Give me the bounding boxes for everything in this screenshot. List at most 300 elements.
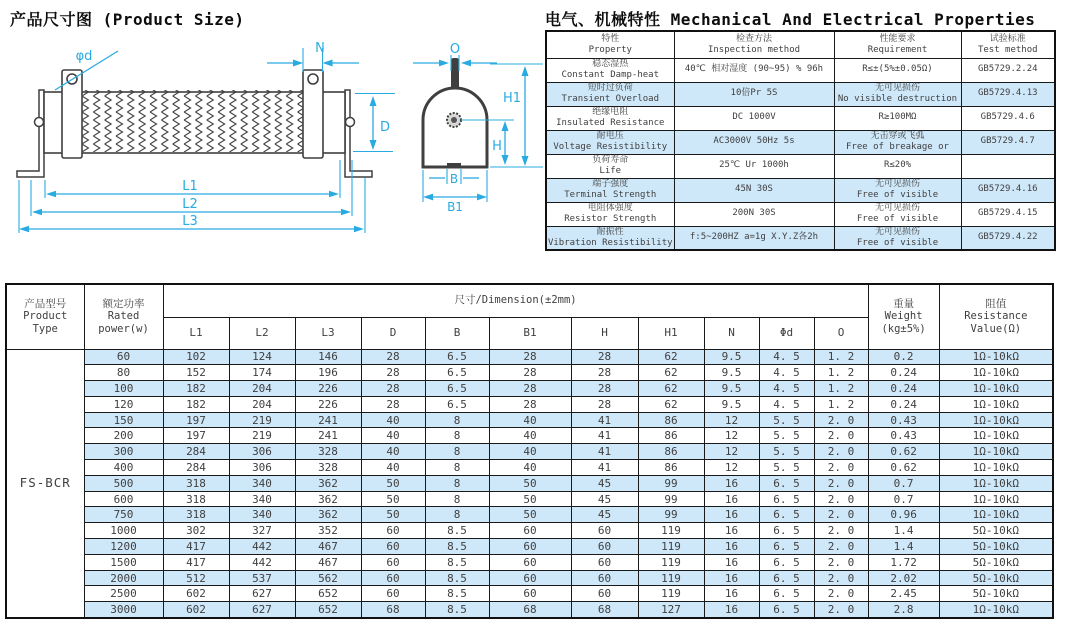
requirement-cell: 无击穿或飞弧 Free of breakage or xyxy=(834,130,961,154)
dim-value-cell: 4. 5 xyxy=(759,396,814,412)
resistance-cell: 5Ω-10kΩ xyxy=(939,539,1053,555)
test-method-cell xyxy=(961,154,1055,178)
inspection-method-cell: AC3000V 50Hz 5s xyxy=(674,130,834,154)
dimension-row xyxy=(6,444,1053,460)
resistance-cell: 5Ω-10kΩ xyxy=(939,586,1053,602)
weight-cell: 1.4 xyxy=(868,539,939,555)
dim-value-cell: 467 xyxy=(295,539,361,555)
dimension-row xyxy=(6,349,1053,365)
dim-value-cell: 60 xyxy=(361,586,425,602)
dim-value-cell: 602 xyxy=(163,602,229,618)
center-hole-inner xyxy=(451,117,457,123)
dimension-row xyxy=(6,523,1053,539)
requirement-cell: 无可见损伤 Free of visible xyxy=(834,178,961,202)
weight-cell: 2.02 xyxy=(868,570,939,586)
requirement-cell: R≤20% xyxy=(834,154,961,178)
dim-value-cell: 6. 5 xyxy=(759,491,814,507)
dim-value-cell: 45 xyxy=(571,507,638,523)
resistance-cell: 1Ω-10kΩ xyxy=(939,460,1053,476)
dim-value-cell: 86 xyxy=(638,412,704,428)
dimension-header-row-1 xyxy=(6,284,1053,317)
dim-value-cell: 2. 0 xyxy=(814,460,868,476)
dim-value-cell: 4. 5 xyxy=(759,349,814,365)
dim-value-cell: 40 xyxy=(489,412,571,428)
dimension-row xyxy=(6,365,1053,381)
dim-value-cell: 41 xyxy=(571,412,638,428)
dim-value-cell: 197 xyxy=(163,428,229,444)
dim-value-cell: 362 xyxy=(295,491,361,507)
dim-value-cell: 8.5 xyxy=(425,570,489,586)
dim-value-cell: 60 xyxy=(571,523,638,539)
dim-value-cell: 86 xyxy=(638,444,704,460)
dim-value-cell: 8 xyxy=(425,507,489,523)
weight-cell: 0.62 xyxy=(868,460,939,476)
dim-value-cell: 16 xyxy=(704,491,759,507)
dim-value-cell: 28 xyxy=(361,349,425,365)
dim-value-cell: 119 xyxy=(638,539,704,555)
rated-power-cell: 2000 xyxy=(84,570,163,586)
dim-value-cell: 40 xyxy=(489,428,571,444)
dim-label-n: N xyxy=(315,41,325,56)
dim-value-cell: 16 xyxy=(704,586,759,602)
dim-value-cell: 5. 5 xyxy=(759,428,814,444)
dim-value-cell: 318 xyxy=(163,491,229,507)
property-row xyxy=(546,178,1055,202)
resistance-cell: 5Ω-10kΩ xyxy=(939,554,1053,570)
dim-value-cell: 62 xyxy=(638,396,704,412)
dim-value-cell: 41 xyxy=(571,444,638,460)
rated-power-cell: 1500 xyxy=(84,554,163,570)
terminal-hole-right xyxy=(308,74,318,84)
dim-value-cell: 174 xyxy=(229,365,295,381)
dim-value-cell: 328 xyxy=(295,460,361,476)
col-header-n: N xyxy=(704,317,759,349)
dim-value-cell: 40 xyxy=(361,428,425,444)
dim-value-cell: 284 xyxy=(163,460,229,476)
dim-label-h1: H1 xyxy=(502,91,522,106)
dim-label-h: H xyxy=(492,139,502,154)
weight-cell: 2.45 xyxy=(868,586,939,602)
property-row xyxy=(546,154,1055,178)
dim-value-cell: 306 xyxy=(229,460,295,476)
dim-value-cell: 45 xyxy=(571,475,638,491)
dimension-row xyxy=(6,381,1053,397)
dim-value-cell: 40 xyxy=(361,460,425,476)
test-method-cell: GB5729.4.6 xyxy=(961,106,1055,130)
weight-cell: 1.72 xyxy=(868,554,939,570)
weight-cell: 0.96 xyxy=(868,507,939,523)
end-view xyxy=(413,42,543,214)
property-row xyxy=(546,226,1055,250)
inspection-method-cell: 10倍Pr 5S xyxy=(674,82,834,106)
dim-value-cell: 50 xyxy=(489,507,571,523)
dim-value-cell: 6. 5 xyxy=(759,507,814,523)
property-name-cell: 耐电压 Voltage Resistibility xyxy=(546,130,674,154)
resistance-cell: 1Ω-10kΩ xyxy=(939,602,1053,618)
dim-value-cell: 119 xyxy=(638,586,704,602)
dim-value-cell: 362 xyxy=(295,507,361,523)
rated-power-cell: 80 xyxy=(84,365,163,381)
dim-value-cell: 417 xyxy=(163,554,229,570)
dim-value-cell: 442 xyxy=(229,539,295,555)
dim-value-cell: 12 xyxy=(704,412,759,428)
dim-value-cell: 340 xyxy=(229,491,295,507)
dim-value-cell: 68 xyxy=(571,602,638,618)
dim-value-cell: 16 xyxy=(704,554,759,570)
property-name-cell: 稳态湿热 Constant Damp-heat xyxy=(546,58,674,82)
dim-value-cell: 6.5 xyxy=(425,381,489,397)
dim-value-cell: 50 xyxy=(361,491,425,507)
resistance-cell: 1Ω-10kΩ xyxy=(939,475,1053,491)
dim-value-cell: 6. 5 xyxy=(759,570,814,586)
weight-cell: 0.7 xyxy=(868,491,939,507)
dim-value-cell: 8 xyxy=(425,444,489,460)
dim-value-cell: 16 xyxy=(704,475,759,491)
dim-value-cell: 8.5 xyxy=(425,602,489,618)
dim-value-cell: 219 xyxy=(229,428,295,444)
product-type-cell: FS-BCR xyxy=(6,349,84,618)
dim-value-cell: 50 xyxy=(489,491,571,507)
dim-value-cell: 119 xyxy=(638,554,704,570)
resistance-cell: 1Ω-10kΩ xyxy=(939,412,1053,428)
dim-value-cell: 62 xyxy=(638,365,704,381)
dim-value-cell: 16 xyxy=(704,523,759,539)
dim-value-cell: 16 xyxy=(704,570,759,586)
requirement-cell: 无可见损伤 No visible destruction xyxy=(834,82,961,106)
dim-value-cell: 5. 5 xyxy=(759,412,814,428)
dim-value-cell: 306 xyxy=(229,444,295,460)
dimension-row xyxy=(6,491,1053,507)
test-method-cell: GB5729.4.16 xyxy=(961,178,1055,202)
dim-value-cell: 99 xyxy=(638,491,704,507)
col-header-h1: H1 xyxy=(638,317,704,349)
inspection-method-cell: 25℃ Ur 1000h xyxy=(674,154,834,178)
dim-value-cell: 86 xyxy=(638,460,704,476)
weight-cell: 2.8 xyxy=(868,602,939,618)
dim-value-cell: 1. 2 xyxy=(814,349,868,365)
dim-value-cell: 8.5 xyxy=(425,586,489,602)
dim-value-cell: 50 xyxy=(361,507,425,523)
dim-value-cell: 5. 5 xyxy=(759,444,814,460)
rated-power-cell: 2500 xyxy=(84,586,163,602)
product-dimension-diagram xyxy=(0,0,545,250)
resistance-header: 阻值 Resistance Value(Ω) xyxy=(939,284,1053,349)
dim-value-cell: 2. 0 xyxy=(814,586,868,602)
test-method-cell: GB5729.4.15 xyxy=(961,202,1055,226)
dim-value-cell: 9.5 xyxy=(704,396,759,412)
dim-value-cell: 318 xyxy=(163,507,229,523)
dim-value-cell: 6.5 xyxy=(425,349,489,365)
properties-table xyxy=(545,30,1056,251)
weight-cell: 0.62 xyxy=(868,444,939,460)
rated-power-cell: 100 xyxy=(84,381,163,397)
inspection-method-header: 检查方法 Inspection method xyxy=(674,31,834,58)
dim-value-cell: 50 xyxy=(361,475,425,491)
property-row xyxy=(546,82,1055,106)
dim-value-cell: 68 xyxy=(361,602,425,618)
dimension-row xyxy=(6,586,1053,602)
dim-value-cell: 8 xyxy=(425,460,489,476)
resistance-cell: 1Ω-10kΩ xyxy=(939,381,1053,397)
test-method-cell: GB5729.4.22 xyxy=(961,226,1055,250)
dim-value-cell: 60 xyxy=(571,539,638,555)
dim-value-cell: 8 xyxy=(425,491,489,507)
resistance-cell: 1Ω-10kΩ xyxy=(939,507,1053,523)
dimension-row xyxy=(6,570,1053,586)
col-header-o: O xyxy=(814,317,868,349)
dim-value-cell: 2. 0 xyxy=(814,475,868,491)
dim-value-cell: 45 xyxy=(571,491,638,507)
dim-value-cell: 28 xyxy=(489,396,571,412)
dim-label-l2: L2 xyxy=(182,197,198,212)
dim-value-cell: 182 xyxy=(163,381,229,397)
rated-power-cell: 300 xyxy=(84,444,163,460)
dimension-row xyxy=(6,412,1053,428)
dim-value-cell: 28 xyxy=(361,396,425,412)
dim-value-cell: 99 xyxy=(638,475,704,491)
dim-value-cell: 119 xyxy=(638,570,704,586)
dim-value-cell: 6. 5 xyxy=(759,586,814,602)
col-header-phi-d: Φd xyxy=(759,317,814,349)
dim-value-cell: 6. 5 xyxy=(759,475,814,491)
dim-value-cell: 102 xyxy=(163,349,229,365)
rated-power-cell: 1000 xyxy=(84,523,163,539)
product-size-title: 产品尺寸图 (Product Size) xyxy=(10,10,245,29)
dim-value-cell: 2. 0 xyxy=(814,602,868,618)
dim-value-cell: 2. 0 xyxy=(814,428,868,444)
dim-value-cell: 226 xyxy=(295,396,361,412)
dim-value-cell: 652 xyxy=(295,586,361,602)
dim-value-cell: 328 xyxy=(295,444,361,460)
dimension-row xyxy=(6,602,1053,618)
col-header-b: B xyxy=(425,317,489,349)
dim-value-cell: 6. 5 xyxy=(759,602,814,618)
dim-value-cell: 99 xyxy=(638,507,704,523)
dim-value-cell: 340 xyxy=(229,507,295,523)
dim-value-cell: 219 xyxy=(229,412,295,428)
weight-cell: 0.43 xyxy=(868,412,939,428)
dim-value-cell: 2. 0 xyxy=(814,444,868,460)
dim-value-cell: 50 xyxy=(489,475,571,491)
dim-value-cell: 442 xyxy=(229,554,295,570)
dim-value-cell: 8 xyxy=(425,475,489,491)
dim-value-cell: 352 xyxy=(295,523,361,539)
dim-value-cell: 562 xyxy=(295,570,361,586)
resistance-cell: 1Ω-10kΩ xyxy=(939,349,1053,365)
dimension-row xyxy=(6,475,1053,491)
dim-value-cell: 60 xyxy=(571,570,638,586)
dim-value-cell: 124 xyxy=(229,349,295,365)
dim-value-cell: 62 xyxy=(638,381,704,397)
requirement-cell: 无可见损伤 Free of visible xyxy=(834,226,961,250)
dim-value-cell: 2. 0 xyxy=(814,491,868,507)
dim-value-cell: 417 xyxy=(163,539,229,555)
inspection-method-cell: DC 1000V xyxy=(674,106,834,130)
dim-value-cell: 512 xyxy=(163,570,229,586)
property-name-cell: 耐振性 Vibration Resistibility xyxy=(546,226,674,250)
dim-label-phi-d: φd xyxy=(75,49,93,64)
dim-value-cell: 28 xyxy=(571,396,638,412)
weight-cell: 0.43 xyxy=(868,428,939,444)
dim-value-cell: 127 xyxy=(638,602,704,618)
properties-table-body xyxy=(546,58,1055,250)
dim-value-cell: 652 xyxy=(295,602,361,618)
dim-value-cell: 2. 0 xyxy=(814,412,868,428)
dim-value-cell: 8 xyxy=(425,412,489,428)
rated-power-header: 额定功率 Rated power(w) xyxy=(84,284,163,349)
dim-value-cell: 196 xyxy=(295,365,361,381)
col-header-l1: L1 xyxy=(163,317,229,349)
dim-label-l1: L1 xyxy=(182,179,198,194)
dimension-table-body xyxy=(6,349,1053,618)
dim-value-cell: 16 xyxy=(704,507,759,523)
property-name-cell: 短时过负荷 Transient Overload xyxy=(546,82,674,106)
dim-value-cell: 41 xyxy=(571,428,638,444)
dim-value-cell: 60 xyxy=(361,570,425,586)
dim-value-cell: 60 xyxy=(489,554,571,570)
dim-value-cell: 60 xyxy=(489,539,571,555)
test-method-cell: GB5729.4.7 xyxy=(961,130,1055,154)
dim-value-cell: 16 xyxy=(704,539,759,555)
dim-value-cell: 60 xyxy=(361,539,425,555)
dim-value-cell: 362 xyxy=(295,475,361,491)
dim-value-cell: 2. 0 xyxy=(814,507,868,523)
side-view xyxy=(17,41,395,233)
dim-value-cell: 182 xyxy=(163,396,229,412)
property-row xyxy=(546,106,1055,130)
dim-value-cell: 627 xyxy=(229,602,295,618)
top-terminal xyxy=(451,58,459,90)
rated-power-cell: 500 xyxy=(84,475,163,491)
dim-value-cell: 327 xyxy=(229,523,295,539)
dim-value-cell: 1. 2 xyxy=(814,365,868,381)
test-method-cell: GB5729.4.13 xyxy=(961,82,1055,106)
dim-value-cell: 318 xyxy=(163,475,229,491)
dim-value-cell: 467 xyxy=(295,554,361,570)
dim-value-cell: 6.5 xyxy=(425,396,489,412)
resistance-cell: 1Ω-10kΩ xyxy=(939,428,1053,444)
property-name-cell: 电阻体强度 Resistor Strength xyxy=(546,202,674,226)
resistance-cell: 1Ω-10kΩ xyxy=(939,365,1053,381)
dim-value-cell: 28 xyxy=(489,349,571,365)
dim-value-cell: 241 xyxy=(295,428,361,444)
dim-value-cell: 4. 5 xyxy=(759,365,814,381)
dimension-row xyxy=(6,396,1053,412)
dim-value-cell: 6. 5 xyxy=(759,554,814,570)
dim-value-cell: 12 xyxy=(704,460,759,476)
col-header-d: D xyxy=(361,317,425,349)
dim-label-d: D xyxy=(380,120,391,135)
dim-value-cell: 6.5 xyxy=(425,365,489,381)
dim-value-cell: 2. 0 xyxy=(814,523,868,539)
dim-value-cell: 119 xyxy=(638,523,704,539)
dim-value-cell: 6. 5 xyxy=(759,539,814,555)
weight-cell: 0.24 xyxy=(868,381,939,397)
weight-cell: 1.4 xyxy=(868,523,939,539)
dimension-row xyxy=(6,460,1053,476)
dim-value-cell: 146 xyxy=(295,349,361,365)
housing-outline xyxy=(423,88,487,167)
inspection-method-cell: 200N 30S xyxy=(674,202,834,226)
dim-value-cell: 204 xyxy=(229,396,295,412)
dim-label-o: O xyxy=(449,42,461,57)
dim-value-cell: 28 xyxy=(489,365,571,381)
col-header-b1: B1 xyxy=(489,317,571,349)
property-row xyxy=(546,130,1055,154)
dim-value-cell: 60 xyxy=(571,586,638,602)
weight-cell: 0.2 xyxy=(868,349,939,365)
weight-cell: 0.24 xyxy=(868,396,939,412)
col-header-l2: L2 xyxy=(229,317,295,349)
winding-texture xyxy=(80,90,307,152)
rated-power-cell: 750 xyxy=(84,507,163,523)
dim-value-cell: 40 xyxy=(489,460,571,476)
dim-value-cell: 60 xyxy=(361,523,425,539)
weight-header: 重量 Weight (kg±5%) xyxy=(868,284,939,349)
dim-value-cell: 602 xyxy=(163,586,229,602)
dim-value-cell: 12 xyxy=(704,428,759,444)
dim-value-cell: 204 xyxy=(229,381,295,397)
dim-value-cell: 28 xyxy=(571,381,638,397)
resistance-cell: 5Ω-10kΩ xyxy=(939,570,1053,586)
resistance-cell: 1Ω-10kΩ xyxy=(939,396,1053,412)
weight-cell: 0.24 xyxy=(868,365,939,381)
dim-value-cell: 8.5 xyxy=(425,523,489,539)
dim-value-cell: 60 xyxy=(489,523,571,539)
requirement-cell: R≥100MΩ xyxy=(834,106,961,130)
dim-value-cell: 226 xyxy=(295,381,361,397)
dim-value-cell: 2. 0 xyxy=(814,539,868,555)
dimension-span-header: 尺寸/Dimension(±2mm) xyxy=(163,284,868,317)
dim-value-cell: 16 xyxy=(704,602,759,618)
dim-value-cell: 1. 2 xyxy=(814,396,868,412)
dim-value-cell: 284 xyxy=(163,444,229,460)
rated-power-cell: 200 xyxy=(84,428,163,444)
dim-label-b1: B1 xyxy=(447,200,463,214)
dim-value-cell: 6. 5 xyxy=(759,523,814,539)
resistance-cell: 1Ω-10kΩ xyxy=(939,491,1053,507)
resistance-cell: 5Ω-10kΩ xyxy=(939,523,1053,539)
rated-power-cell: 60 xyxy=(84,349,163,365)
dim-label-b: B xyxy=(449,172,459,186)
property-name-cell: 端子强度 Terminal Strength xyxy=(546,178,674,202)
dimension-row xyxy=(6,428,1053,444)
dim-value-cell: 8 xyxy=(425,428,489,444)
resistance-cell: 1Ω-10kΩ xyxy=(939,444,1053,460)
dim-value-cell: 2. 0 xyxy=(814,554,868,570)
requirement-header: 性能要求 Requirement xyxy=(834,31,961,58)
dim-value-cell: 537 xyxy=(229,570,295,586)
dim-value-cell: 40 xyxy=(361,412,425,428)
dim-value-cell: 28 xyxy=(571,365,638,381)
dim-value-cell: 40 xyxy=(489,444,571,460)
property-name-cell: 负荷寿命 Life xyxy=(546,154,674,178)
bottom-slot xyxy=(447,163,461,168)
dim-value-cell: 1. 2 xyxy=(814,381,868,397)
property-row xyxy=(546,58,1055,82)
dimension-row xyxy=(6,539,1053,555)
dim-value-cell: 8.5 xyxy=(425,539,489,555)
rated-power-cell: 3000 xyxy=(84,602,163,618)
weight-cell: 0.7 xyxy=(868,475,939,491)
rated-power-cell: 600 xyxy=(84,491,163,507)
requirement-cell: 无可见损伤 Free of visible xyxy=(834,202,961,226)
dimension-table xyxy=(5,283,1054,619)
dim-value-cell: 60 xyxy=(361,554,425,570)
dim-value-cell: 241 xyxy=(295,412,361,428)
dim-value-cell: 302 xyxy=(163,523,229,539)
dim-value-cell: 86 xyxy=(638,428,704,444)
